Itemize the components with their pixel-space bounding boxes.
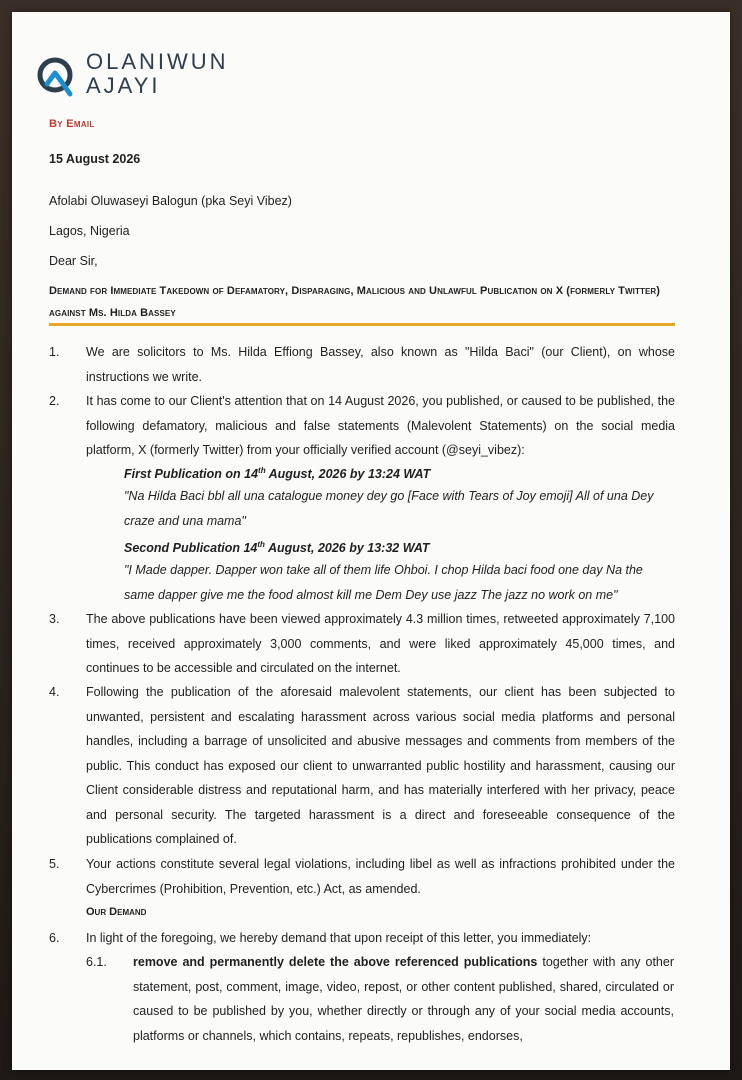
subject-underline	[49, 323, 675, 326]
paragraph-6	[49, 926, 675, 951]
second-publication-heading: Second Publication 14th August, 2026 by 13:32 WAT	[124, 540, 430, 556]
paragraph-text: The above publications have been viewed approximately 4.3 million times, retweeted approximately 7,100 times, received approximately 3,000 comments, and were liked approximately 45,000 times, and continues to be accessible and circulated on the internet.	[86, 612, 675, 675]
salutation: Dear Sir,	[49, 254, 98, 268]
paragraph-text: Your actions constitute several legal violations, including libel as well as infractions prohibited under the Cybercrimes (Prohibition, Prevention, etc.) Act, as amended.	[86, 857, 675, 896]
recipient-location: Lagos, Nigeria	[49, 224, 130, 238]
paragraph-text: remove and permanently delete the above referenced publications together with any other statement, post, comment, image, video, repost, or other content published, shared, circulated or caused to be published by you, whether directly or through any of your social media accounts, platforms or channels, which contains, repeats, republishes, endorses,	[133, 955, 675, 1043]
letter-page	[12, 12, 730, 1070]
paragraph-5	[49, 852, 675, 901]
by-email-label: By Email	[49, 118, 95, 130]
paragraph-1	[49, 340, 675, 389]
paragraph-number: 2.	[49, 394, 60, 408]
first-publication-heading: First Publication on 14th August, 2026 by 13:24 WAT	[124, 466, 431, 482]
second-publication-text: "I Made dapper. Dapper won take all of them life Ohboi. I chop Hilda baci food one day Na the same dapper give me the food almost kill me Dem Dey use jazz The jazz no work on me"	[124, 563, 643, 602]
paragraph-number: 6.	[49, 931, 60, 945]
paragraph-number: 6.1.	[86, 955, 107, 969]
firm-logo	[34, 50, 254, 110]
logo-line-1: OLANIWUN	[86, 49, 229, 74]
first-publication-text: "Na Hilda Baci bbl all una catalogue money dey go [Face with Tears of Joy emoji] All of una Dey craze and una mama"	[124, 489, 654, 528]
paragraph-6-1	[86, 950, 674, 1048]
our-demand-heading: Our Demand	[86, 906, 147, 918]
paragraph-text: Following the publication of the aforesaid malevolent statements, our client has been subjected to unwanted, persistent and escalating harassment across various social media platforms and personal handles, including a barrage of unsolicited and abusive messages and comments from members of the public. This conduct has exposed our client to unwarranted public hostility and harassment, causing our Client considerable distress and reputational harm, and has materially interfered with her privacy, peace and personal security. The targeted harassment is a direct and foreseeable consequence of the publications complained of.	[86, 685, 675, 846]
paragraph-number: 1.	[49, 345, 60, 359]
recipient-name: Afolabi Oluwaseyi Balogun (pka Seyi Vibez)	[49, 194, 292, 208]
paragraph-number: 4.	[49, 685, 60, 699]
logo-line-2: AJAYI	[86, 73, 161, 98]
letter-date: 15 August 2026	[49, 152, 141, 166]
logo-wordmark	[86, 50, 229, 98]
subject-line: Demand for Immediate Takedown of Defamatory, Disparaging, Malicious and Unlawful Publication on X (formerly Twitter) against Ms. Hilda Bassey	[49, 285, 661, 319]
logo-mark-icon	[34, 54, 80, 100]
paragraph-3	[49, 607, 675, 681]
paragraph-text: In light of the foregoing, we hereby demand that upon receipt of this letter, you immediately:	[86, 931, 592, 945]
paragraph-number: 3.	[49, 612, 60, 626]
paragraph-4	[49, 680, 675, 852]
paragraph-number: 5.	[49, 857, 60, 871]
paragraph-2	[49, 389, 675, 463]
paragraph-text: We are solicitors to Ms. Hilda Effiong Bassey, also known as "Hilda Baci" (our Client), on whose instructions we write.	[86, 345, 675, 384]
paragraph-text: It has come to our Client's attention that on 14 August 2026, you published, or caused to be published, the following defamatory, malicious and false statements (Malevolent Statements) on the social media platform, X (formerly Twitter) from your officially verified account (@seyi_vibez):	[86, 394, 675, 457]
